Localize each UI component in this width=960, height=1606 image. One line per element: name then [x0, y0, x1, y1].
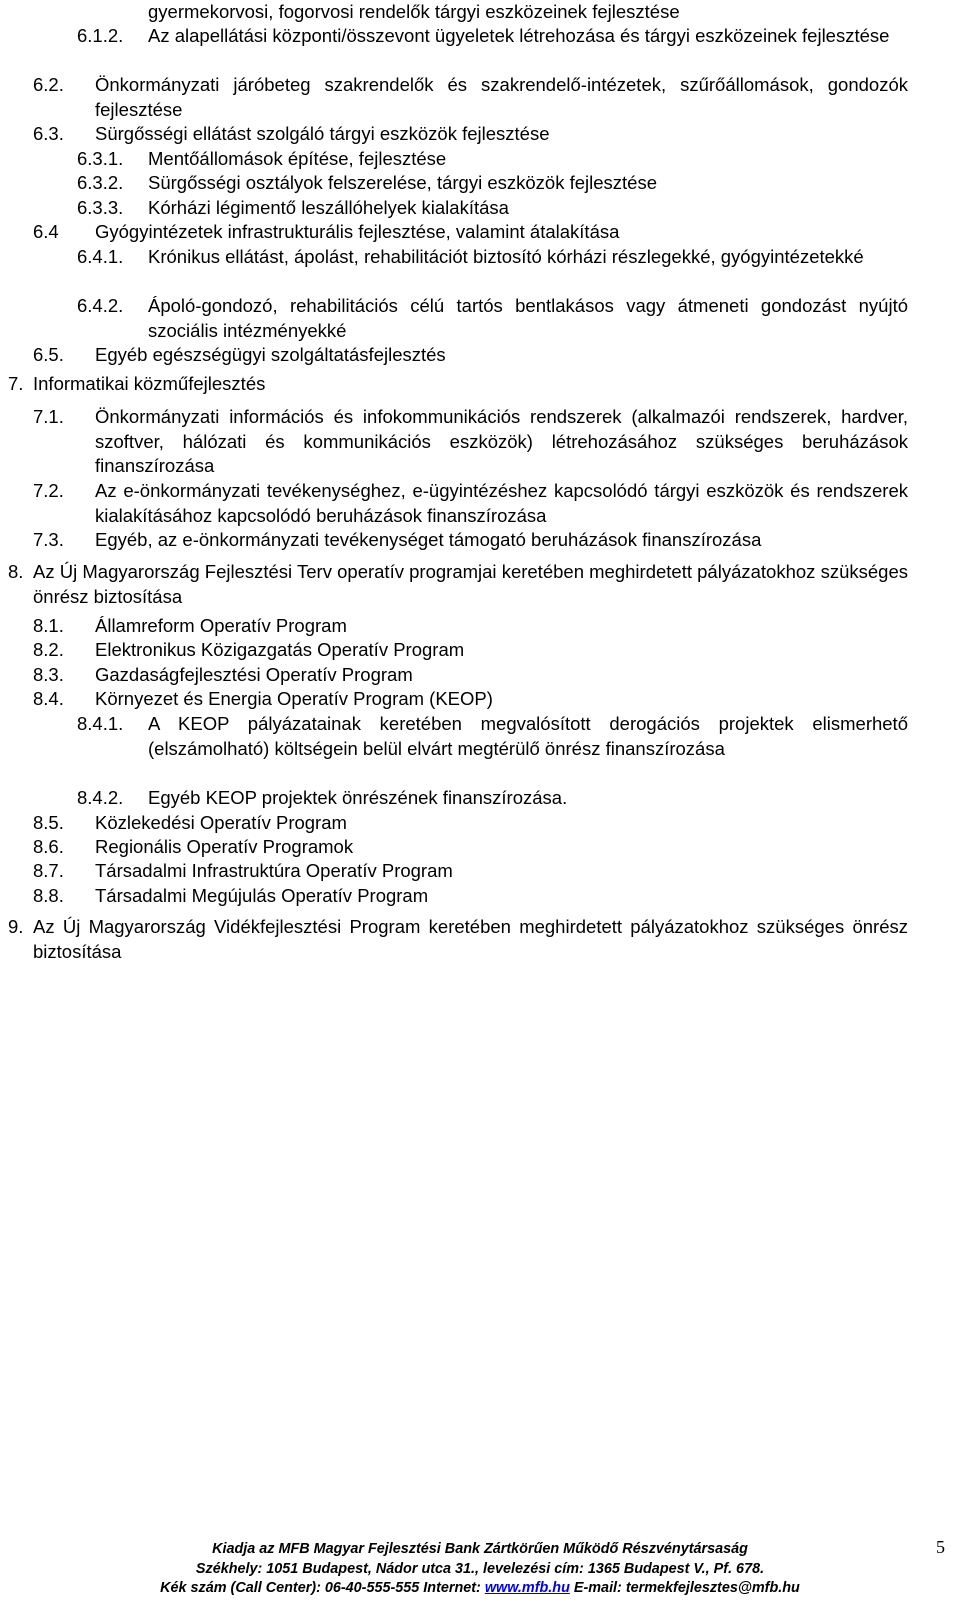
item-text: Kórházi légimentő leszállóhelyek kialakítása — [148, 197, 509, 218]
item-number: 7.3. — [33, 529, 64, 550]
item-number: 6.2. — [33, 74, 64, 95]
item-text: Informatikai közműfejlesztés — [33, 373, 266, 394]
item-text: Gyógyintézetek infrastrukturális fejlesztése, valamint átalakítása — [95, 221, 620, 242]
item-text: Önkormányzati információs és infokommunikációs rendszerek (alkalmazói rendszerek, hardver, szoftver, hálózati és kommunikációs eszközök) létrehozásához szükséges beruházások finanszírozása — [95, 406, 908, 477]
item-text: A KEOP pályázatainak keretében megvalósított derogációs projektek elismerhető (elszámolható) költségein belül elvárt megtérülő önrész finanszírozása — [148, 713, 908, 759]
item-text: Társadalmi Megújulás Operatív Program — [95, 885, 429, 906]
item-text: Egyéb egészségügyi szolgáltatásfejlesztés — [95, 344, 446, 365]
item-text: Környezet és Energia Operatív Program (KEOP) — [95, 688, 493, 709]
list-item — [33, 638, 908, 663]
page-number: 5 — [936, 1537, 945, 1557]
list-item — [77, 786, 908, 811]
item-number: 6.3.3. — [77, 197, 124, 218]
list-item — [33, 405, 908, 479]
item-text: Az Új Magyarország Vidékfejlesztési Program keretében meghirdetett pályázatokhoz szükséges önrész biztosítása — [33, 916, 908, 962]
list-item — [33, 811, 908, 836]
item-number: 8.8. — [33, 885, 64, 906]
item-number: 8.4.2. — [77, 787, 124, 808]
list-item — [33, 73, 908, 122]
item-number: 6.3.1. — [77, 148, 124, 169]
list-item — [77, 24, 908, 49]
footer-address: Székhely: 1051 Budapest, Nádor utca 31., levelezési cím: 1365 Budapest V., Pf. 678. — [195, 1560, 765, 1577]
item-text: Sürgősségi ellátást szolgáló tárgyi eszközök fejlesztése — [95, 123, 550, 144]
list-item — [33, 835, 908, 860]
item-number: 8.6. — [33, 836, 64, 857]
item-number: 8.3. — [33, 664, 64, 685]
item-text: Egyéb KEOP projektek önrészének finanszírozása. — [148, 787, 568, 808]
item-number: 8.4. — [33, 688, 64, 709]
item-text: Sürgősségi osztályok felszerelése, tárgyi eszközök fejlesztése — [148, 172, 657, 193]
item-text: Krónikus ellátást, ápolást, rehabilitációt biztosító kórházi részlegekké, gyógyintézetekké — [148, 246, 864, 267]
list-item — [33, 663, 908, 688]
item-number: 6.3. — [33, 123, 64, 144]
item-text: Egyéb, az e-önkormányzati tevékenységet támogató beruházások finanszírozása — [95, 529, 762, 550]
footer-contact — [0, 1579, 960, 1599]
item-number: 8.4.1. — [77, 713, 124, 734]
item-text: Mentőállomások építése, fejlesztése — [148, 148, 447, 169]
item-text: Az Új Magyarország Fejlesztési Terv operatív programjai keretében meghirdetett pályázatokhoz szükséges önrész biztosítása — [33, 561, 908, 607]
item-number: 6.1.2. — [77, 25, 124, 46]
list-item — [8, 372, 908, 397]
list-item — [33, 614, 908, 639]
list-item — [33, 479, 908, 528]
list-item — [77, 294, 908, 343]
list-item — [33, 343, 908, 368]
footer-publisher: Kiadja az MFB Magyar Fejlesztési Bank Zártkörűen Működő Részvénytársaság — [212, 1541, 748, 1557]
list-item — [8, 915, 908, 964]
item-text: Ápoló-gondozó, rehabilitációs célú tartós bentlakásos vagy átmeneti gondozást nyújtó szociális intézményekké — [148, 295, 908, 341]
item-text: Regionális Operatív Programok — [95, 836, 354, 857]
item-number: 9. — [8, 916, 24, 937]
list-item — [33, 528, 908, 553]
list-item — [77, 171, 908, 196]
item-number: 8.7. — [33, 860, 64, 881]
item-number: 6.4.1. — [77, 246, 124, 267]
item-text: Gazdaságfejlesztési Operatív Program — [95, 664, 413, 685]
list-item — [148, 0, 908, 25]
item-number: 8.5. — [33, 812, 64, 833]
item-number: 8.1. — [33, 615, 64, 636]
item-text: Az e-önkormányzati tevékenységhez, e-ügyintézéshez kapcsolódó tárgyi eszközök és rendszerek kialakításához kapcsolódó beruházások finanszírozása — [95, 480, 908, 526]
item-number: 8. — [8, 561, 24, 582]
item-number: 6.4 — [33, 221, 59, 242]
list-item — [77, 712, 908, 761]
item-number: 6.3.2. — [77, 172, 124, 193]
item-number: 7. — [8, 373, 24, 394]
item-number: 7.2. — [33, 480, 64, 501]
list-item — [33, 220, 908, 245]
footer-phone: Kék szám (Call Center): 06-40-555-555 Internet: — [160, 1580, 485, 1596]
item-text: Közlekedési Operatív Program — [95, 812, 347, 833]
list-item — [33, 687, 908, 712]
website-link[interactable]: www.mfb.hu — [484, 1580, 570, 1596]
list-item — [77, 196, 908, 221]
item-number: 8.2. — [33, 639, 64, 660]
item-number: 6.5. — [33, 344, 64, 365]
item-number: 6.4.2. — [77, 295, 124, 316]
item-text: Önkormányzati járóbeteg szakrendelők és szakrendelő-intézetek, szűrőállomások, gondozók fejlesztése — [95, 74, 908, 120]
item-text: Az alapellátási központi/összevont ügyeletek létrehozása és tárgyi eszközeinek fejlesztése — [148, 25, 890, 46]
list-item — [33, 859, 908, 884]
list-item — [77, 147, 908, 172]
item-text: Államreform Operatív Program — [95, 615, 347, 636]
list-item — [33, 122, 908, 147]
item-text: gyermekorvosi, fogorvosi rendelők tárgyi eszközeinek fejlesztése — [148, 1, 680, 22]
item-text: Elektronikus Közigazgatás Operatív Program — [95, 639, 465, 660]
list-item — [33, 884, 908, 909]
page-footer — [0, 1540, 960, 1599]
footer-email: E-mail: termekfejlesztes@mfb.hu — [569, 1580, 800, 1596]
item-number: 7.1. — [33, 406, 64, 427]
list-item — [77, 245, 908, 270]
item-text: Társadalmi Infrastruktúra Operatív Program — [95, 860, 453, 881]
list-item — [8, 560, 908, 609]
